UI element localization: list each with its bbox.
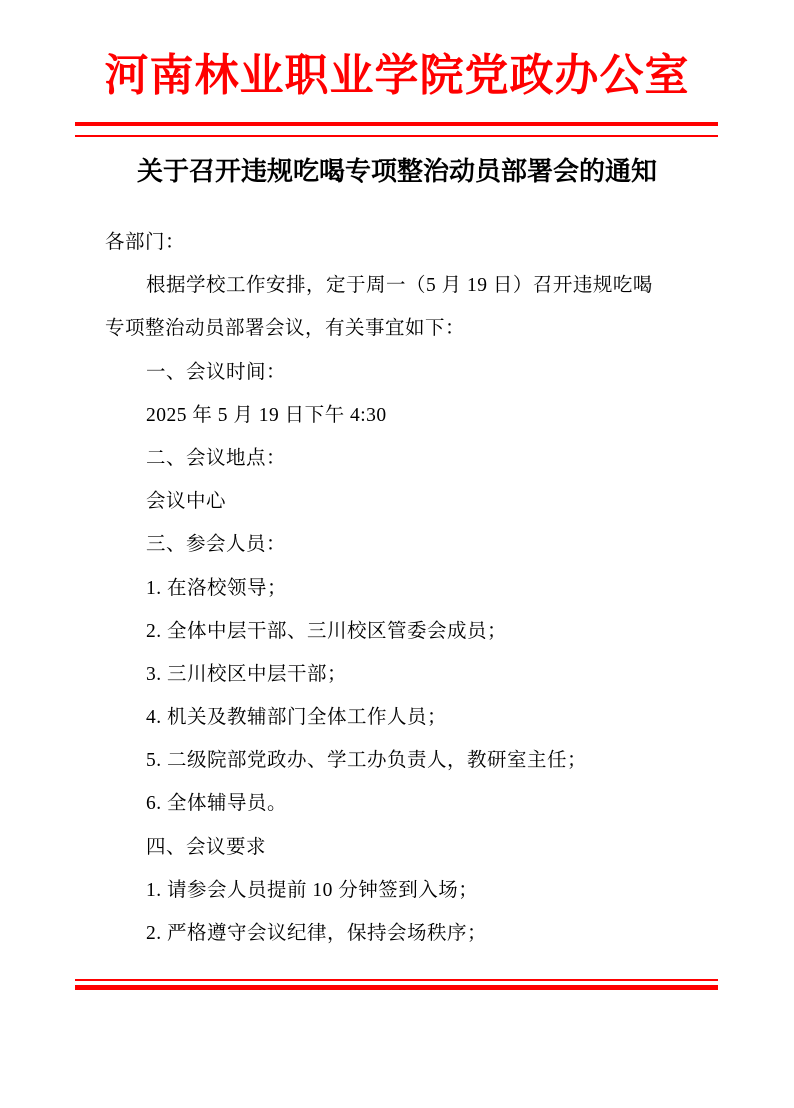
body-line: 2. 全体中层干部、三川校区管委会成员； <box>146 620 508 642</box>
letterhead-office-name: 河南林业职业学院党政办公室 <box>104 51 690 100</box>
body-line: 4. 机关及教辅部门全体工作人员； <box>146 707 448 729</box>
body-line: 1. 在洛校领导； <box>146 577 288 599</box>
body-line: 会议中心 <box>146 491 227 513</box>
footer-rule-thick <box>75 985 718 990</box>
body-line: 专项整治动员部署会议，有关事宜如下： <box>105 318 466 340</box>
notice-body <box>105 221 725 955</box>
body-line: 根据学校工作安排，定于周一（5 月 19 日）召开违规吃喝 <box>146 275 653 297</box>
body-line: 四、会议要求 <box>146 836 267 858</box>
body-line: 2025 年 5 月 19 日下午 4:30 <box>146 404 387 426</box>
body-line: 6. 全体辅导员。 <box>146 793 288 815</box>
body-line: 一、会议时间： <box>146 361 287 383</box>
body-line: 三、参会人员： <box>146 534 287 556</box>
body-line: 1. 请参会人员提前 10 分钟签到入场； <box>146 879 479 901</box>
header-rule-thick <box>75 122 718 126</box>
header-rule-thin <box>75 135 718 137</box>
notice-title: 关于召开违规吃喝专项整治动员部署会的通知 <box>136 156 657 186</box>
body-line: 5. 二级院部党政办、学工办负责人，教研室主任； <box>146 750 588 772</box>
body-line: 3. 三川校区中层干部； <box>146 663 348 685</box>
body-line: 2. 严格遵守会议纪律，保持会场秩序； <box>146 923 488 944</box>
body-line: 二、会议地点： <box>146 447 287 469</box>
footer-rule-thin <box>75 979 718 981</box>
body-line: 各部门： <box>105 232 186 253</box>
